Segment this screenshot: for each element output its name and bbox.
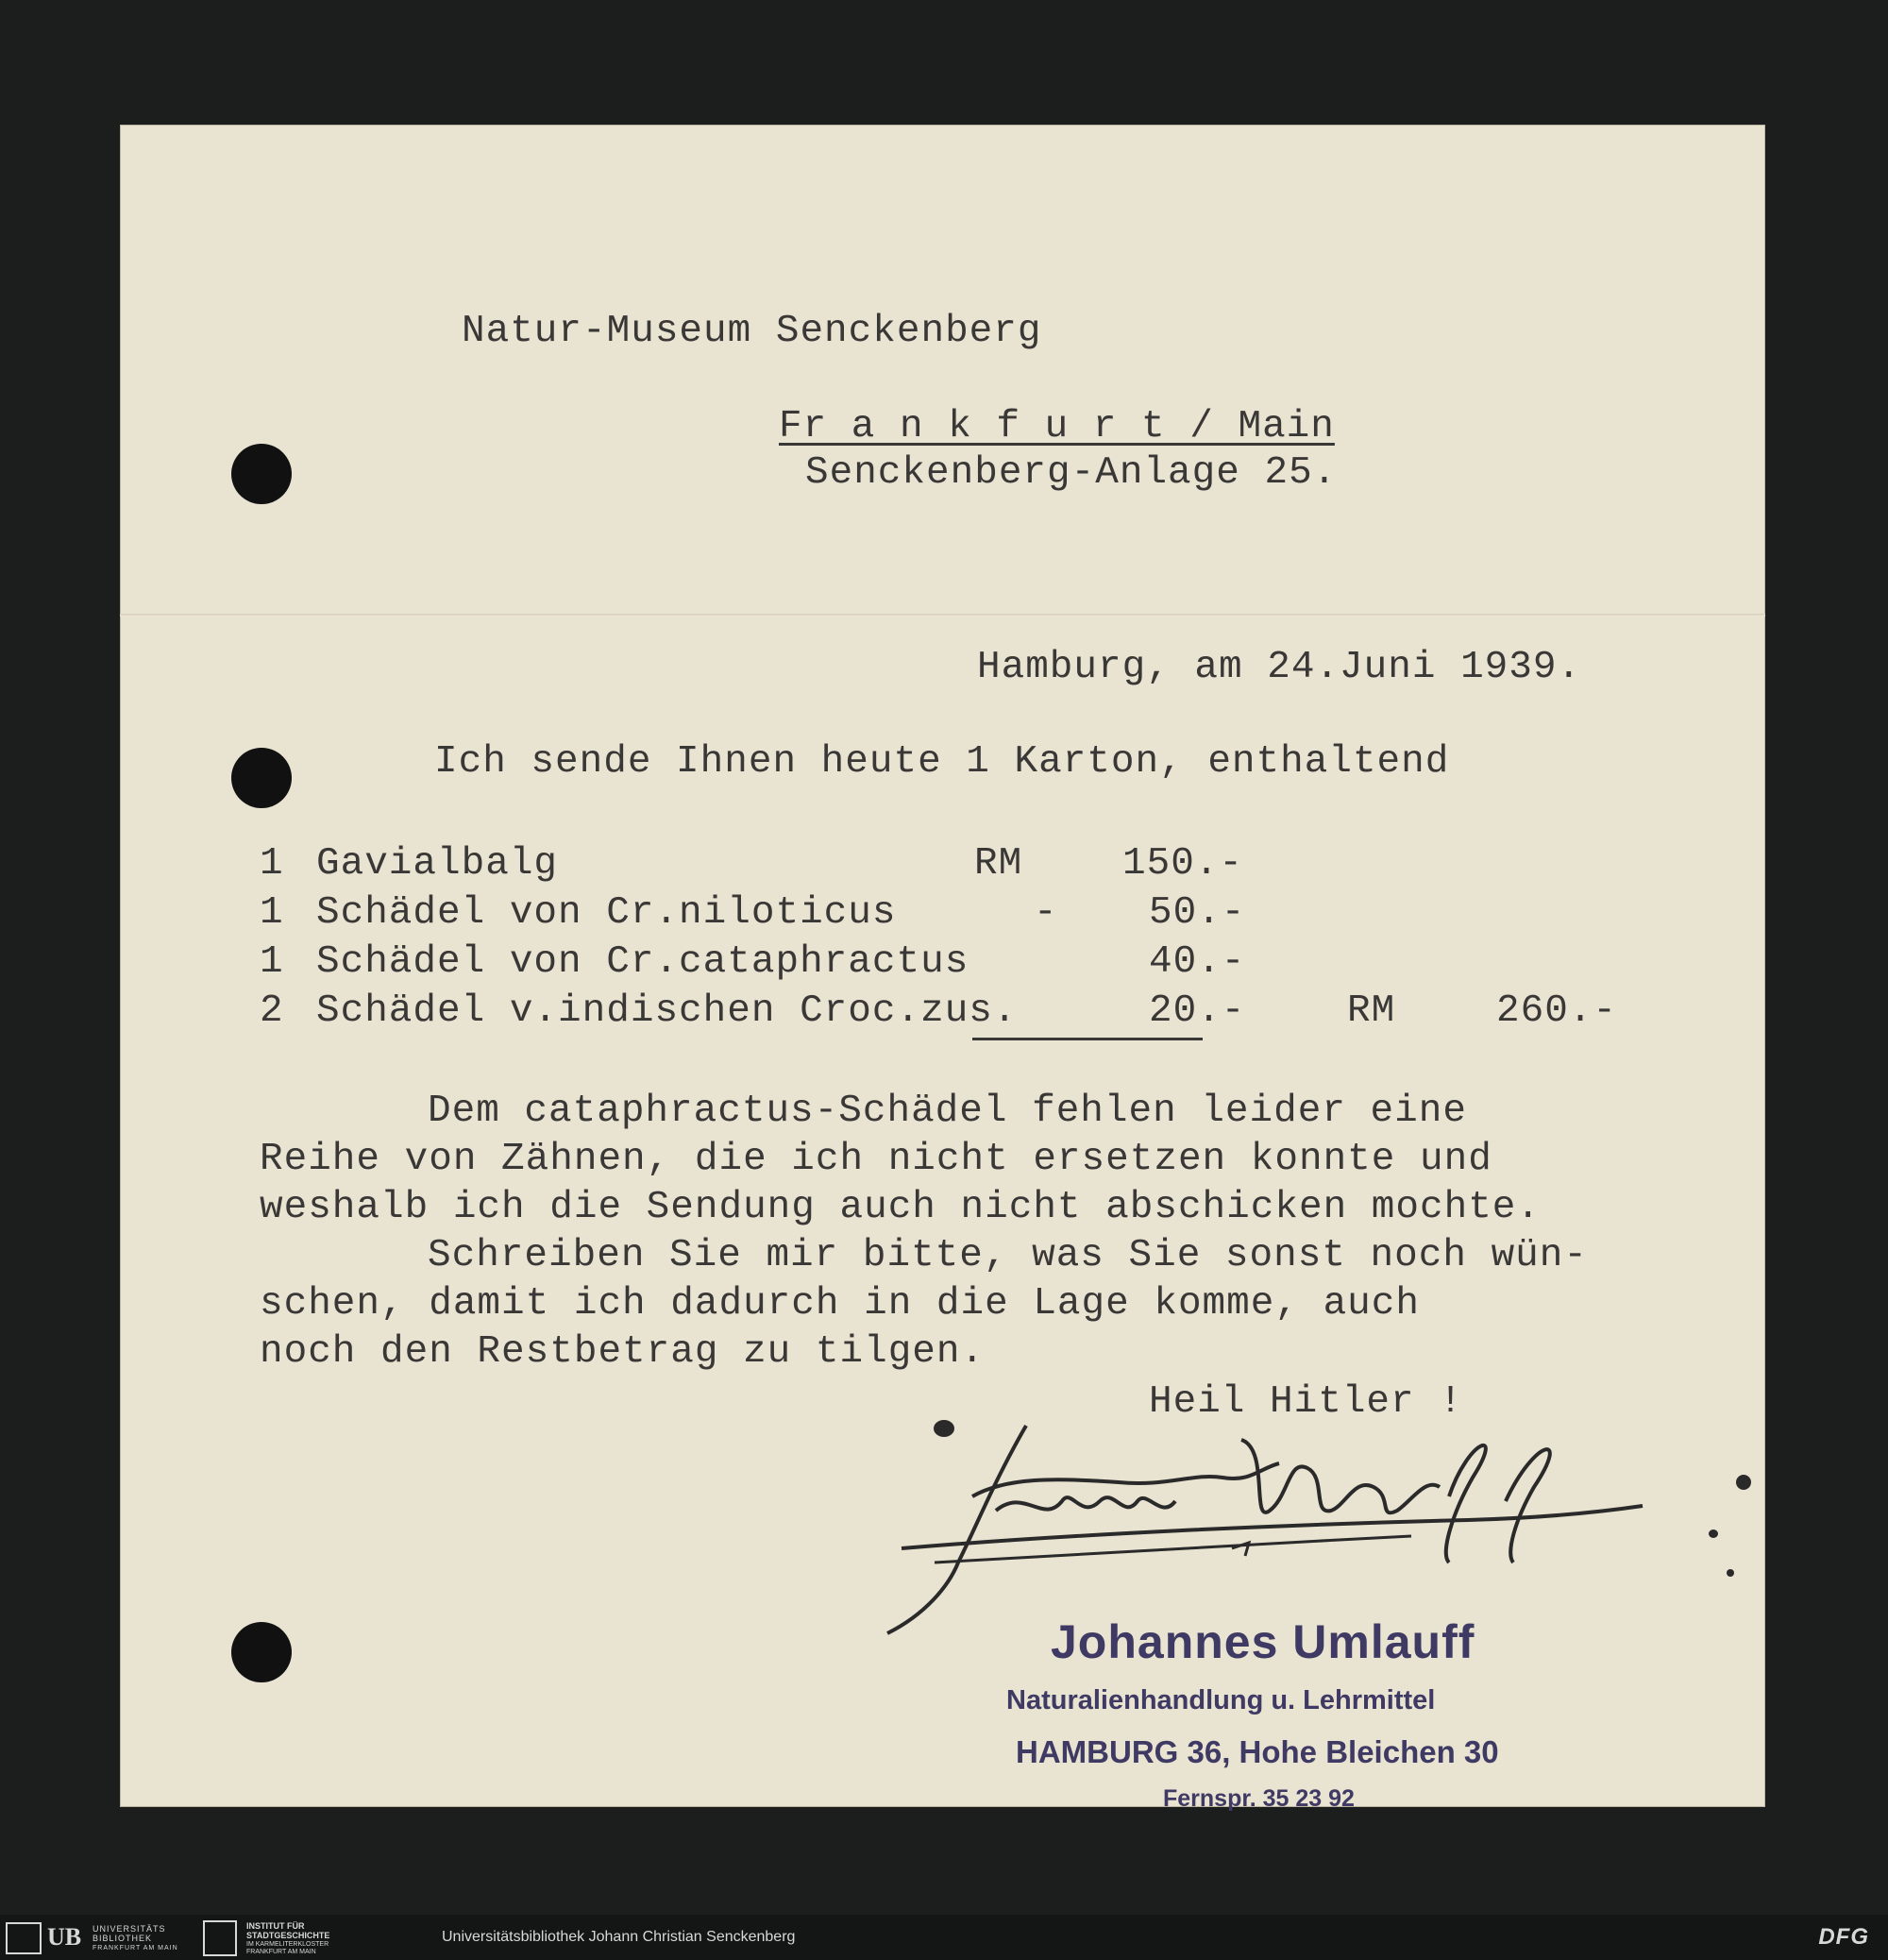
isg-logo (203, 1920, 382, 1956)
punch-hole-top (231, 444, 292, 504)
total-currency: RM (1347, 989, 1396, 1033)
item-desc: Schädel von Cr.niloticus (316, 891, 897, 935)
punch-hole-middle (231, 748, 292, 808)
ub-logo-line-1: UNIVERSITÄTS (93, 1924, 166, 1934)
ub-logo-line-2: BIBLIOTHEK (93, 1934, 153, 1943)
footer-bar (0, 1915, 1888, 1960)
body-line: Reihe von Zähnen, die ich nicht ersetzen konnte und (260, 1138, 1492, 1181)
isg-logo-line-4: FRANKFURT AM MAIN (246, 1949, 316, 1955)
item-qty: 1 (260, 842, 284, 886)
paper-fold-line (120, 614, 1765, 617)
item-qty: 1 (260, 940, 284, 984)
ink-speck (1709, 1529, 1718, 1538)
item-currency: RM (974, 842, 1023, 886)
stamp-name: Johannes Umlauff (1051, 1615, 1475, 1668)
recipient-street: Senckenberg-Anlage 25. (805, 451, 1338, 495)
item-price: 20.- (1149, 989, 1246, 1033)
recipient-name: Natur-Museum Senckenberg (462, 310, 1042, 353)
footer-library-name: Universitätsbibliothek Johann Christian Senckenberg (442, 1929, 796, 1945)
stamp-line-2: HAMBURG 36, Hohe Bleichen 30 (1016, 1734, 1499, 1769)
subtotal-underline (972, 1038, 1203, 1040)
stamp-line-3: Fernspr. 35 23 92 (1163, 1785, 1355, 1812)
ink-speck (1727, 1569, 1734, 1577)
dfg-logo: DFG (1818, 1924, 1869, 1950)
body-line: Schreiben Sie mir bitte, was Sie sonst noch wün- (428, 1234, 1588, 1277)
recipient-city: Fr a n k f u r t / Main (779, 405, 1335, 448)
punch-hole-bottom (231, 1622, 292, 1682)
ub-logo-text: UB (47, 1923, 82, 1951)
closing-salutation: Heil Hitler ! (1149, 1380, 1463, 1424)
ub-logo-mark-icon (6, 1922, 42, 1954)
body-line: weshalb ich die Sendung auch nicht abschicken mochte. (260, 1186, 1542, 1229)
handwritten-signature (883, 1421, 1657, 1638)
item-qty: 2 (260, 989, 284, 1033)
total-amount: 260.- (1496, 989, 1618, 1033)
item-qty: 1 (260, 891, 284, 935)
isg-logo-line-3: IM KARMELITERKLOSTER (246, 1941, 329, 1948)
ub-logo (6, 1922, 190, 1954)
isg-logo-mark-icon (203, 1920, 237, 1956)
item-price: 150.- (1122, 842, 1244, 886)
isg-logo-line-1: INSTITUT FÜR (246, 1921, 305, 1931)
item-currency: - (1034, 891, 1058, 935)
ink-speck (1736, 1475, 1751, 1490)
item-desc: Gavialbalg (316, 842, 559, 886)
item-desc: Schädel v.indischen Croc.zus. (316, 989, 1018, 1033)
isg-logo-line-2: STADTGESCHICHTE (246, 1931, 330, 1940)
body-line: schen, damit ich dadurch in die Lage komme, auch (260, 1282, 1420, 1326)
item-desc: Schädel von Cr.cataphractus (316, 940, 969, 984)
intro-line: Ich sende Ihnen heute 1 Karton, enthaltend (434, 740, 1450, 784)
item-price: 40.- (1149, 940, 1246, 984)
ub-logo-line-3: FRANKFURT AM MAIN (93, 1945, 178, 1952)
body-line: Dem cataphractus-Schädel fehlen leider eine (428, 1090, 1467, 1133)
place-date: Hamburg, am 24.Juni 1939. (977, 646, 1582, 689)
stamp-line-1: Naturalienhandlung u. Lehrmittel (1006, 1685, 1436, 1715)
body-line: noch den Restbetrag zu tilgen. (260, 1330, 986, 1374)
item-price: 50.- (1149, 891, 1246, 935)
